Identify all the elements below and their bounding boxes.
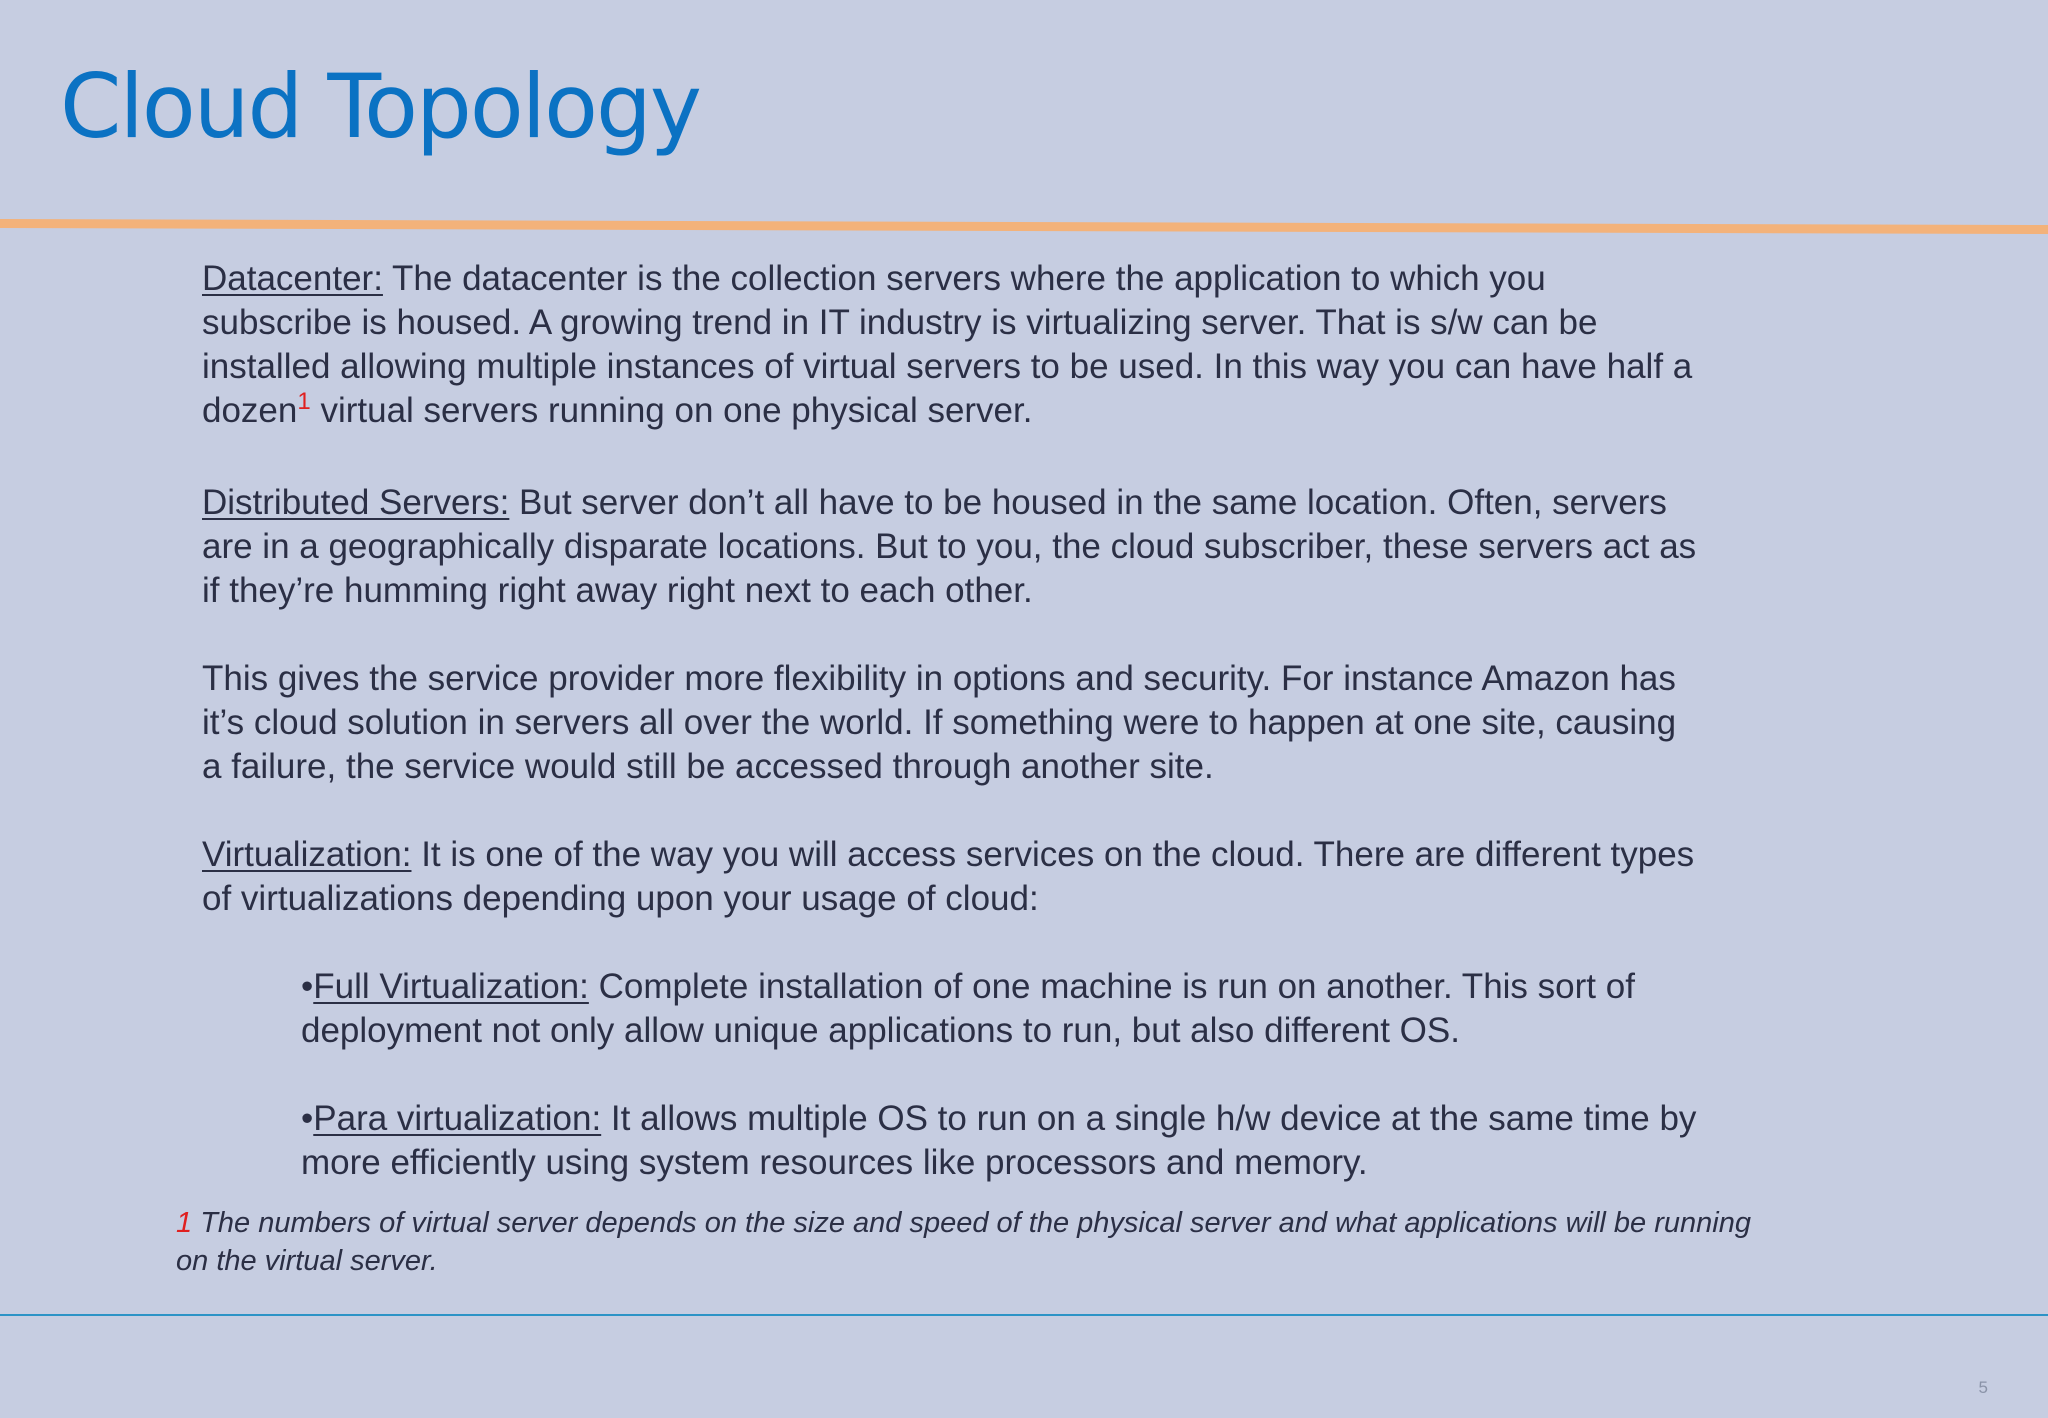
- bullet: •: [301, 1099, 314, 1138]
- bullet: •: [301, 967, 314, 1006]
- virtualization-term: Virtualization:: [202, 835, 412, 874]
- full-virtualization-text: Complete installation of one machine is run on another. This sort of deployment not only allow unique applications to run, but also different OS.: [301, 967, 1635, 1050]
- virtualization-types-list: [202, 965, 1702, 1185]
- distributed-servers-term: Distributed Servers:: [202, 483, 510, 522]
- datacenter-term: Datacenter:: [202, 259, 383, 298]
- list-item-para-virtualization: [301, 1097, 1702, 1185]
- slide-title: Cloud Topology: [60, 55, 700, 158]
- full-virtualization-term: Full Virtualization:: [313, 967, 589, 1006]
- slide-body: [202, 257, 1702, 1185]
- virtualization-text: It is one of the way you will access services on the cloud. There are different types of virtualizations depending upon your usage of cloud:: [202, 835, 1695, 918]
- page-number: 5: [1978, 1378, 1988, 1397]
- list-item-full-virtualization: [301, 965, 1702, 1053]
- para-virtualization-term: Para virtualization:: [313, 1099, 602, 1138]
- orange-divider: [0, 219, 2048, 235]
- footnote-text: The numbers of virtual server depends on the size and speed of the physical server and what applications will be running on the virtual server.: [176, 1207, 1751, 1277]
- footnote-number: 1: [176, 1207, 193, 1239]
- flexibility-paragraph: This gives the service provider more flexibility in options and security. For instance Amazon has it’s cloud solution in servers all over the world. If something were to happen at one site, causing a failure, the service would still be accessed through another site.: [202, 659, 1677, 786]
- footnote-reference: 1: [297, 388, 311, 415]
- datacenter-text: The datacenter is the collection servers where the application to which you subscribe is housed. A growing trend in IT industry is virtualizing server. That is s/w can be installed allowing multiple instances of virtual servers to be used. In this way you can have half a dozen: [202, 259, 1693, 430]
- distributed-servers-text: But server don’t all have to be housed in the same location. Often, servers are in a geographically disparate locations. But to you, the cloud subscriber, these servers act as if they’re humming right away right next to each other.: [202, 483, 1697, 610]
- para-virtualization-text: It allows multiple OS to run on a single h/w device at the same time by more efficiently using system resources like processors and memory.: [301, 1099, 1697, 1182]
- orange-divider-shape: [0, 219, 2048, 234]
- bottom-divider: [0, 1314, 2048, 1316]
- distributed-servers-paragraph: [202, 481, 1702, 613]
- datacenter-paragraph: [202, 257, 1702, 437]
- virtualization-paragraph: [202, 833, 1702, 921]
- datacenter-text-end: virtual servers running on one physical server.: [310, 391, 1033, 430]
- footnote: [176, 1204, 1756, 1280]
